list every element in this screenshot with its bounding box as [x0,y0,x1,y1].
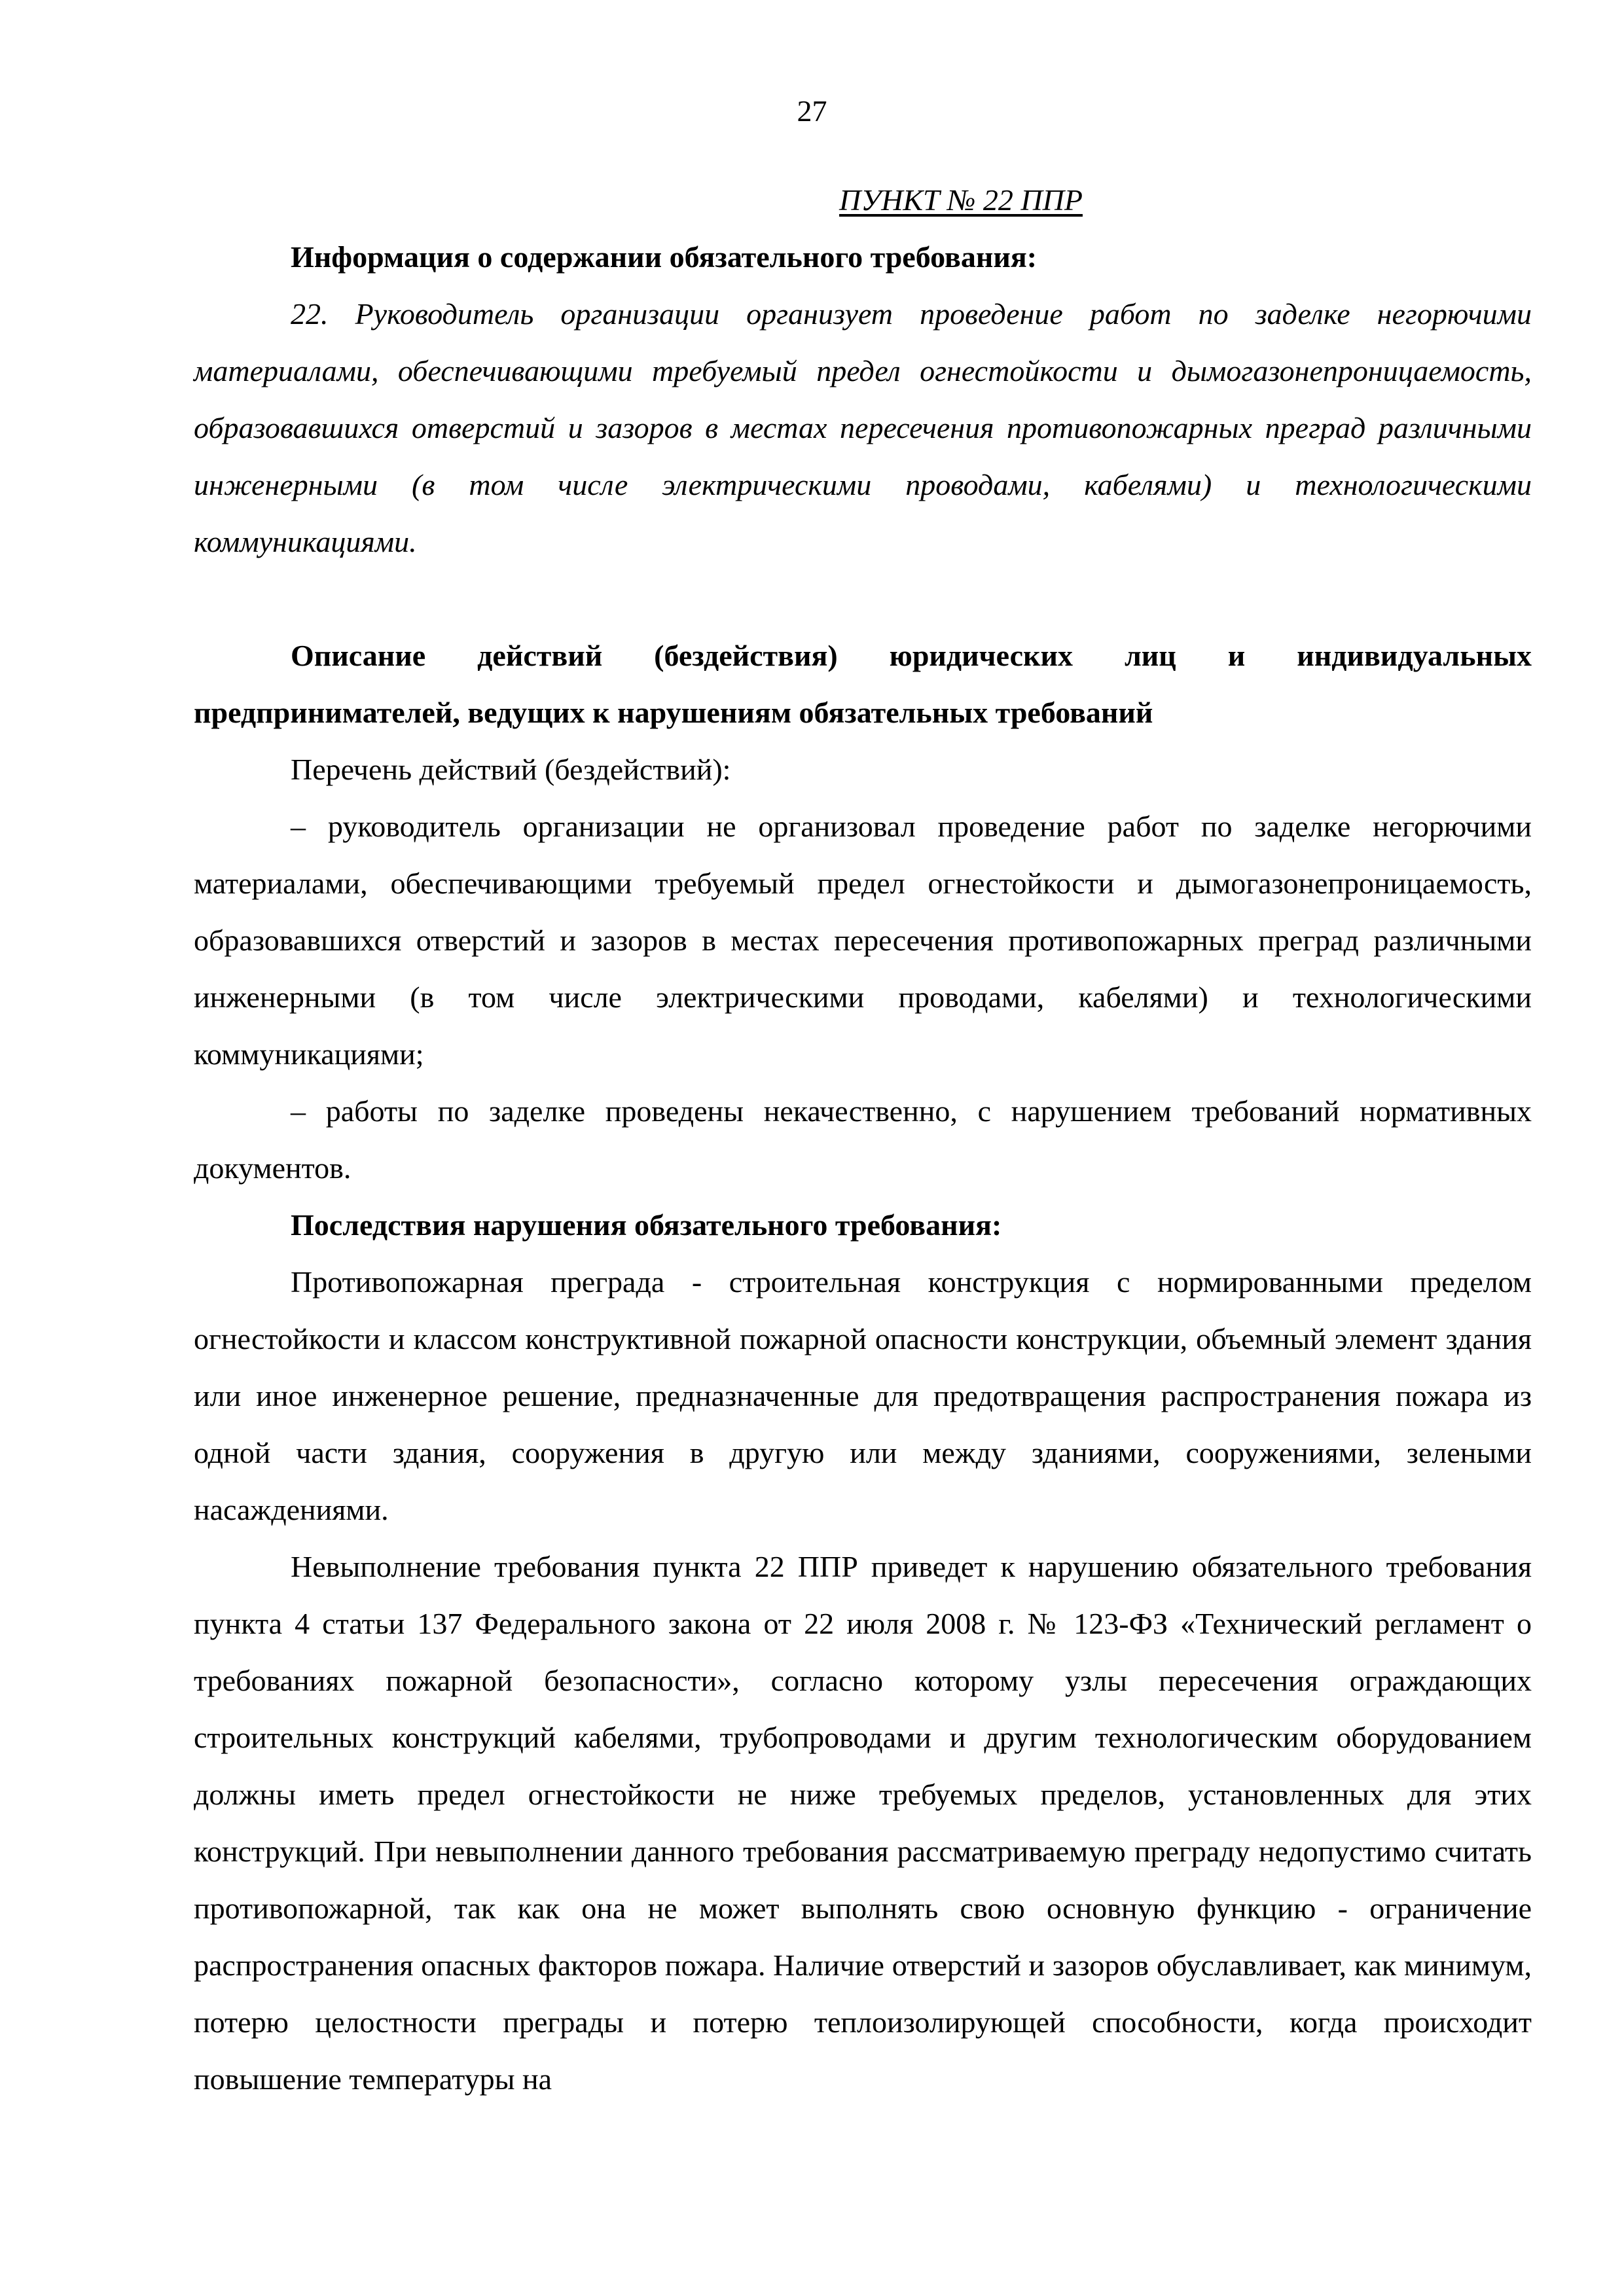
page-number: 27 [797,94,827,128]
section-title: ПУНКТ № 22 ППР [839,183,1083,217]
action-item: – работы по заделке проведены некачественно, с нарушением требований нормативных документов. [194,1094,1532,1185]
consequence-paragraph: Противопожарная преграда - строительная конструкция с нормированными пределом огнестойкости и классом конструктивной пожарной опасности конструкции, объемный элемент здания или иное инженерное решение, предназначенные для предотвращения распространения пожара из одной части здания, сооружения в другую или между зданиями, сооружениями, зелеными насаждениями. [194,1265,1532,1526]
actions-heading: Описание действий (бездействия) юридических лиц и индивидуальных предпринимателей, ведущих к нарушениям обязательных требований [194,639,1532,729]
spacer [194,570,1532,627]
consequences-heading: Последствия нарушения обязательного требования: [291,1208,1002,1242]
action-item: – руководитель организации не организовал проведение работ по заделке негорючими материалами, обеспечивающими требуемый предел огнестойкости и дымогазонепроницаемость, образовавшихся отверстий и зазоров в местах пересечения противопожарных преград различными инженерными (в том числе электрическими проводами, кабелями) и технологическими коммуникациями; [194,810,1532,1071]
page-content [194,171,1532,2108]
requirement-text: 22. Руководитель организации организует проведение работ по заделке негорючими материалами, обеспечивающими требуемый предел огнестойкости и дымогазонепроницаемость, образовавшихся отверстий и зазоров в местах пересечения противопожарных преград различными инженерными (в том числе электрическими проводами, кабелями) и технологическими коммуникациями. [194,297,1532,558]
actions-list-label: Перечень действий (бездействий): [291,753,731,786]
info-heading: Информация о содержании обязательного требования: [291,240,1038,274]
consequence-paragraph: Невыполнение требования пункта 22 ППР приведет к нарушению обязательного требования пункта 4 статьи 137 Федерального закона от 22 июля 2008 г. № 123-ФЗ «Технический регламент о требованиях пожарной безопасности», согласно которому узлы пересечения ограждающих строительных конструкций кабелями, трубопроводами и другим технологическим оборудованием должны иметь предел огнестойкости не ниже требуемых пределов, установленных для этих конструкций. При невыполнении данного требования рассматриваемую преграду недопустимо считать противопожарной, так как она не может выполнять свою основную функцию - ограничение распространения опасных факторов пожара. Наличие отверстий и зазоров обуславливает, как минимум, потерю целостности преграды и потерю теплоизолирующей способности, когда происходит повышение температуры на [194,1550,1532,2096]
